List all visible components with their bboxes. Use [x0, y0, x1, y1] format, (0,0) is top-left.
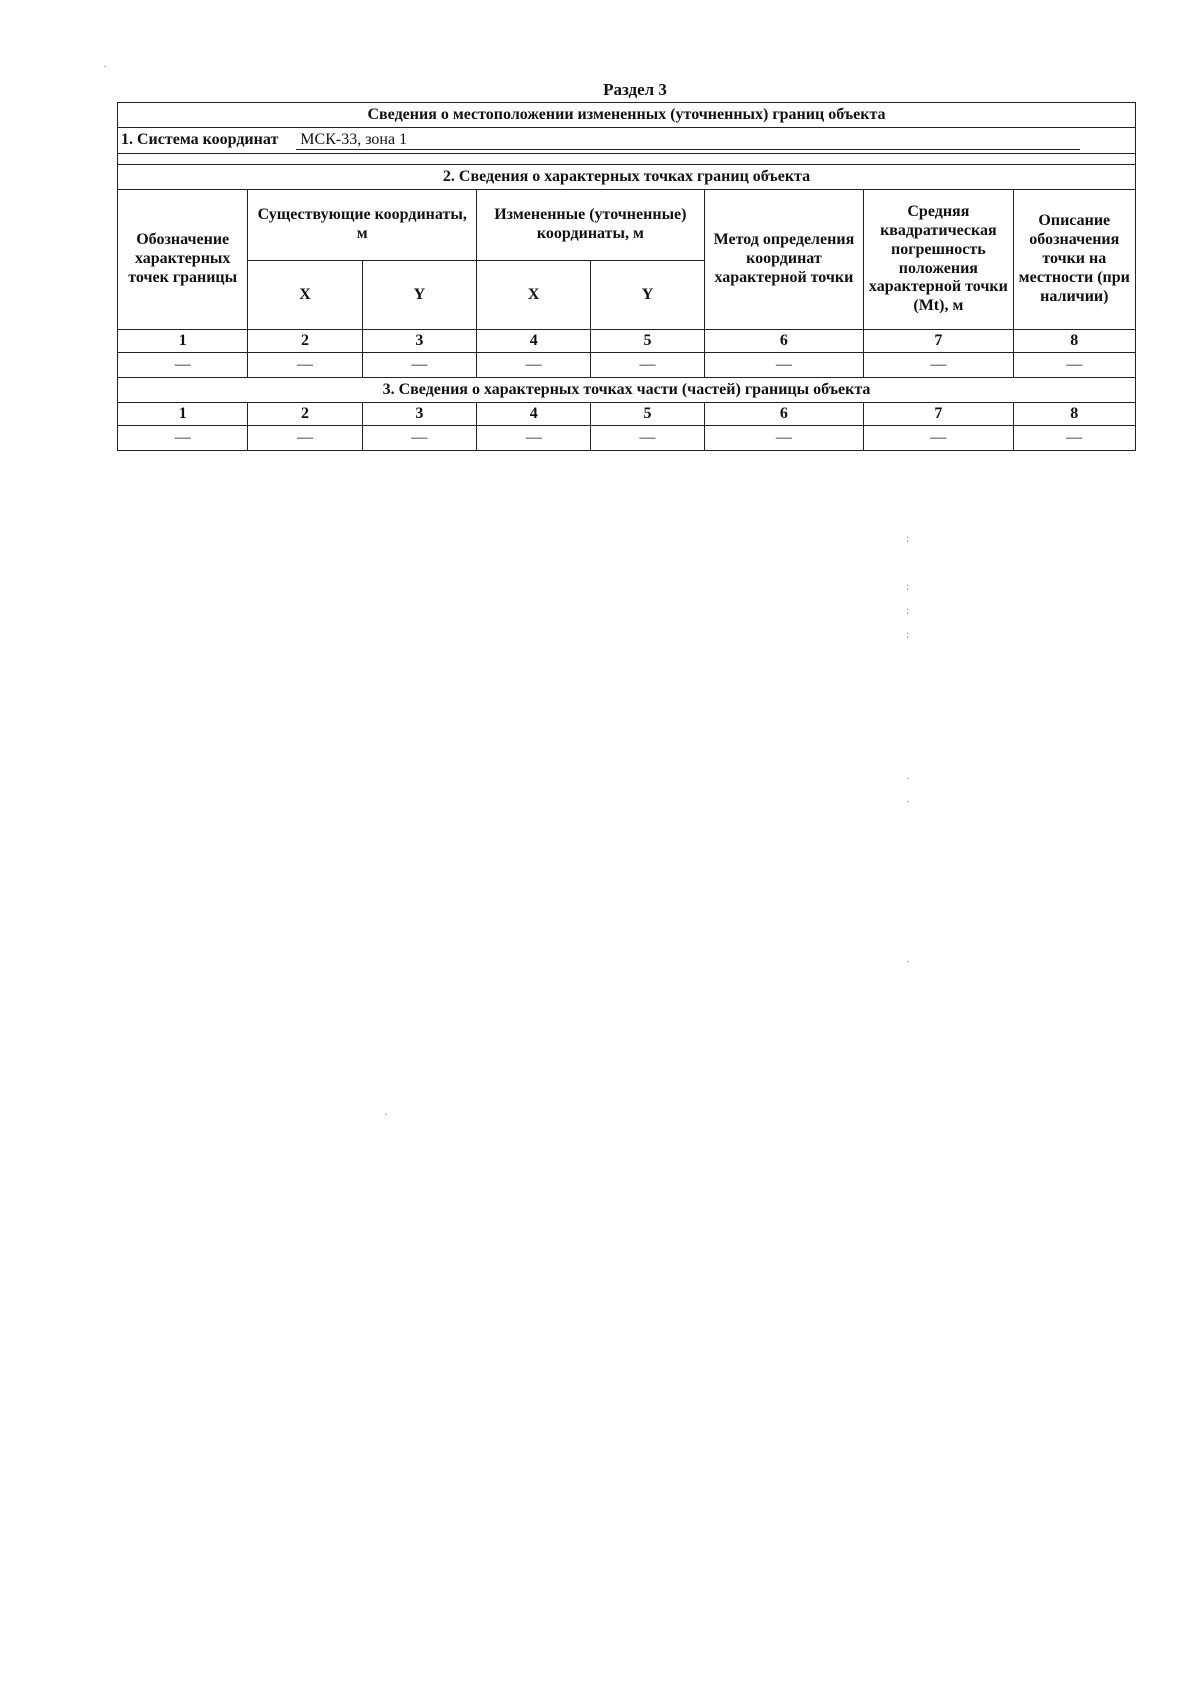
header-changed-x: X	[477, 261, 591, 330]
col-number: 6	[704, 330, 863, 353]
data-cell: —	[704, 426, 863, 451]
col-number: 4	[477, 330, 591, 353]
header-description: Описание обозначения точки на местности (при наличии)	[1013, 190, 1135, 330]
header-existing-x: X	[248, 261, 362, 330]
col-number: 6	[704, 403, 863, 426]
data-cell: —	[248, 426, 362, 451]
data-cell: —	[591, 353, 704, 378]
scan-speck: ·	[906, 954, 910, 968]
data-cell: —	[1013, 353, 1135, 378]
spacer-cell	[118, 154, 1136, 165]
col-number: 2	[248, 403, 362, 426]
scan-speck: ·	[906, 794, 910, 808]
data-cell: —	[591, 426, 704, 451]
header-row-1	[118, 190, 1136, 261]
data-cell: —	[704, 353, 863, 378]
spacer-row	[118, 154, 1136, 165]
col-number: 7	[864, 403, 1013, 426]
coord-system-label: 1. Система координат	[121, 130, 279, 148]
scan-speck: ·	[384, 1107, 388, 1121]
scan-speck: ·	[103, 59, 107, 73]
header-designation: Обозначение характерных точек границы	[118, 190, 248, 330]
data-cell: —	[1013, 426, 1135, 451]
col-number: 1	[118, 403, 248, 426]
data-cell: —	[118, 426, 248, 451]
col-number: 8	[1013, 330, 1135, 353]
section-title: Раздел 3	[603, 80, 667, 99]
parts-section-title: 3. Сведения о характерных точках части (частей) границы объекта	[118, 378, 1136, 403]
col-number: 3	[362, 330, 476, 353]
parts-data-row	[118, 426, 1136, 451]
points-data-row	[118, 353, 1136, 378]
scan-speck: ·	[906, 771, 910, 785]
scan-speck: :	[906, 603, 910, 617]
data-cell: —	[477, 353, 591, 378]
scan-speck: :	[906, 627, 910, 641]
coord-system-value: МСК-33, зона 1	[296, 131, 1080, 151]
table-main-title: Сведения о местоположении измененных (уточненных) границ объекта	[118, 103, 1136, 128]
parts-column-numbers-row	[118, 403, 1136, 426]
header-existing-y: Y	[362, 261, 476, 330]
column-numbers-row	[118, 330, 1136, 353]
scan-speck: :	[906, 531, 910, 545]
col-number: 8	[1013, 403, 1135, 426]
col-number: 1	[118, 330, 248, 353]
boundary-table	[117, 102, 1136, 451]
data-cell: —	[477, 426, 591, 451]
data-cell: —	[362, 353, 476, 378]
col-number: 4	[477, 403, 591, 426]
header-changed-y: Y	[591, 261, 704, 330]
col-number: 7	[864, 330, 1013, 353]
data-cell: —	[864, 426, 1013, 451]
data-cell: —	[248, 353, 362, 378]
col-number: 5	[591, 330, 704, 353]
header-method: Метод определения координат характерной точки	[704, 190, 863, 330]
data-cell: —	[864, 353, 1013, 378]
scan-speck: :	[906, 579, 910, 593]
header-error: Средняя квадратическая погрешность положения характерной точки (Mt), м	[864, 190, 1013, 330]
header-existing-coords: Существующие координаты, м	[248, 190, 477, 261]
points-section-title: 2. Сведения о характерных точках границ объекта	[118, 165, 1136, 190]
data-cell: —	[118, 353, 248, 378]
col-number: 3	[362, 403, 476, 426]
data-cell: —	[362, 426, 476, 451]
coord-system-row	[118, 128, 1136, 154]
col-number: 5	[591, 403, 704, 426]
header-changed-coords: Измененные (уточненные) координаты, м	[477, 190, 705, 261]
col-number: 2	[248, 330, 362, 353]
